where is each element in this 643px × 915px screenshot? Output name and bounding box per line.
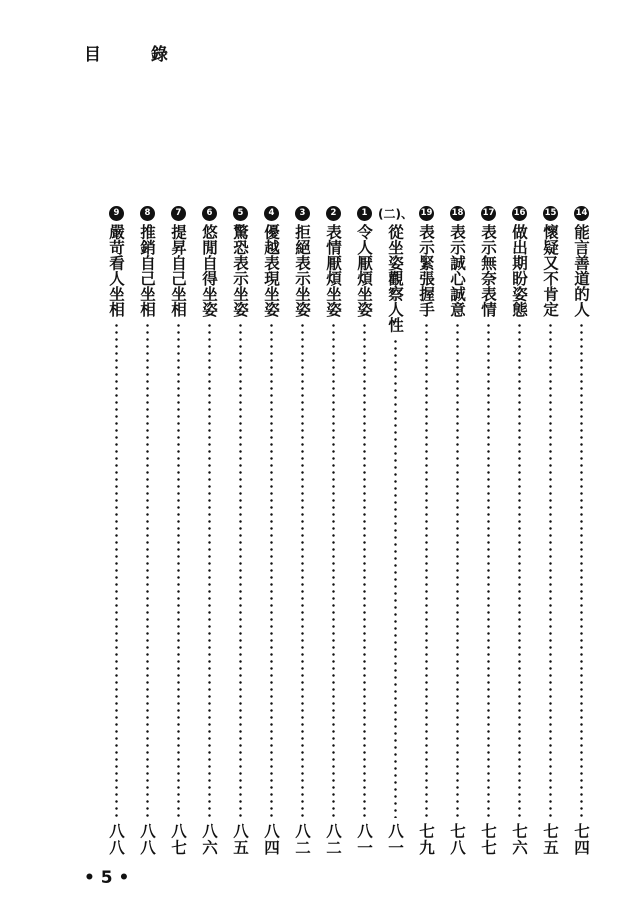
number-badge: 3 <box>295 206 310 221</box>
entry-title: 做出期盼姿態 <box>510 224 529 317</box>
toc-entry[interactable] <box>262 206 281 856</box>
entry-title: 悠閒自得坐姿 <box>200 224 219 317</box>
page-title: 目 錄 <box>84 45 190 65</box>
page-number: 八五 <box>231 823 250 856</box>
number-badge: 16 <box>512 206 527 221</box>
number-badge: 5 <box>233 206 248 221</box>
page-number: 七九 <box>417 823 436 856</box>
toc-section-heading[interactable] <box>378 206 413 856</box>
toc-entry[interactable] <box>448 206 467 856</box>
page-number: 七六 <box>510 823 529 856</box>
dot-leader <box>169 322 188 818</box>
toc-entry[interactable] <box>572 206 591 856</box>
dot-leader <box>541 322 560 818</box>
entry-title: 推銷自己坐相 <box>138 224 157 317</box>
toc-entry[interactable] <box>138 206 157 856</box>
page-number: 八一 <box>386 823 405 856</box>
page-number: 七七 <box>479 823 498 856</box>
page-number: 八二 <box>324 823 343 856</box>
toc-entry[interactable] <box>324 206 343 856</box>
entry-title: 驚恐表示坐姿 <box>231 224 250 317</box>
page-number: 八一 <box>355 823 374 856</box>
toc-entry[interactable] <box>200 206 219 856</box>
number-badge: 1 <box>357 206 372 221</box>
toc-entry[interactable] <box>355 206 374 856</box>
entry-title: 嚴苛看人坐相 <box>107 224 126 317</box>
toc-entry[interactable] <box>293 206 312 856</box>
dot-leader <box>355 322 374 818</box>
number-badge: 7 <box>171 206 186 221</box>
entry-title: 懷疑又不肯定 <box>541 224 560 317</box>
page-number: 八八 <box>107 823 126 856</box>
table-of-contents <box>107 206 591 856</box>
number-badge: 6 <box>202 206 217 221</box>
dot-leader <box>262 322 281 818</box>
number-badge: 19 <box>419 206 434 221</box>
toc-entry[interactable] <box>479 206 498 856</box>
page-number-footer: • 5 • <box>84 868 130 888</box>
toc-entry[interactable] <box>417 206 436 856</box>
number-badge: 18 <box>450 206 465 221</box>
page-number: 七五 <box>541 823 560 856</box>
entry-title: 表示誠心誠意 <box>448 224 467 317</box>
dot-leader <box>107 322 126 818</box>
dot-leader <box>324 322 343 818</box>
entry-title: 表示緊張握手 <box>417 224 436 317</box>
toc-entry[interactable] <box>107 206 126 856</box>
entry-title: 優越表現坐姿 <box>262 224 281 317</box>
dot-leader <box>386 338 405 819</box>
page-number: 八八 <box>138 823 157 856</box>
dot-leader <box>231 322 250 818</box>
entry-title: 拒絕表示坐姿 <box>293 224 312 317</box>
page-number: 八四 <box>262 823 281 856</box>
page-number: 七四 <box>572 823 591 856</box>
entry-title: 表示無奈表情 <box>479 224 498 317</box>
dot-leader <box>572 322 591 818</box>
toc-entry[interactable] <box>510 206 529 856</box>
dot-leader <box>200 322 219 818</box>
section-title: 從坐姿觀察人性 <box>386 224 405 333</box>
number-badge: 15 <box>543 206 558 221</box>
number-badge: 17 <box>481 206 496 221</box>
toc-entry[interactable] <box>231 206 250 856</box>
page-number: 八七 <box>169 823 188 856</box>
dot-leader <box>417 322 436 818</box>
entry-title: 提昇自己坐相 <box>169 224 188 317</box>
toc-entry[interactable] <box>169 206 188 856</box>
entry-title: 表情厭煩坐姿 <box>324 224 343 317</box>
number-badge: 2 <box>326 206 341 221</box>
dot-leader <box>138 322 157 818</box>
page-number: 八二 <box>293 823 312 856</box>
dot-leader <box>510 322 529 818</box>
entry-title: 令人厭煩坐姿 <box>355 224 374 317</box>
number-badge: 14 <box>574 206 589 221</box>
page-number: 八六 <box>200 823 219 856</box>
number-badge: 9 <box>109 206 124 221</box>
entry-title: 能言善道的人 <box>572 224 591 317</box>
dot-leader <box>293 322 312 818</box>
dot-leader <box>448 322 467 818</box>
number-badge: 4 <box>264 206 279 221</box>
toc-entry[interactable] <box>541 206 560 856</box>
section-marker: (二)、 <box>378 207 413 221</box>
dot-leader <box>479 322 498 818</box>
page-number: 七八 <box>448 823 467 856</box>
number-badge: 8 <box>140 206 155 221</box>
